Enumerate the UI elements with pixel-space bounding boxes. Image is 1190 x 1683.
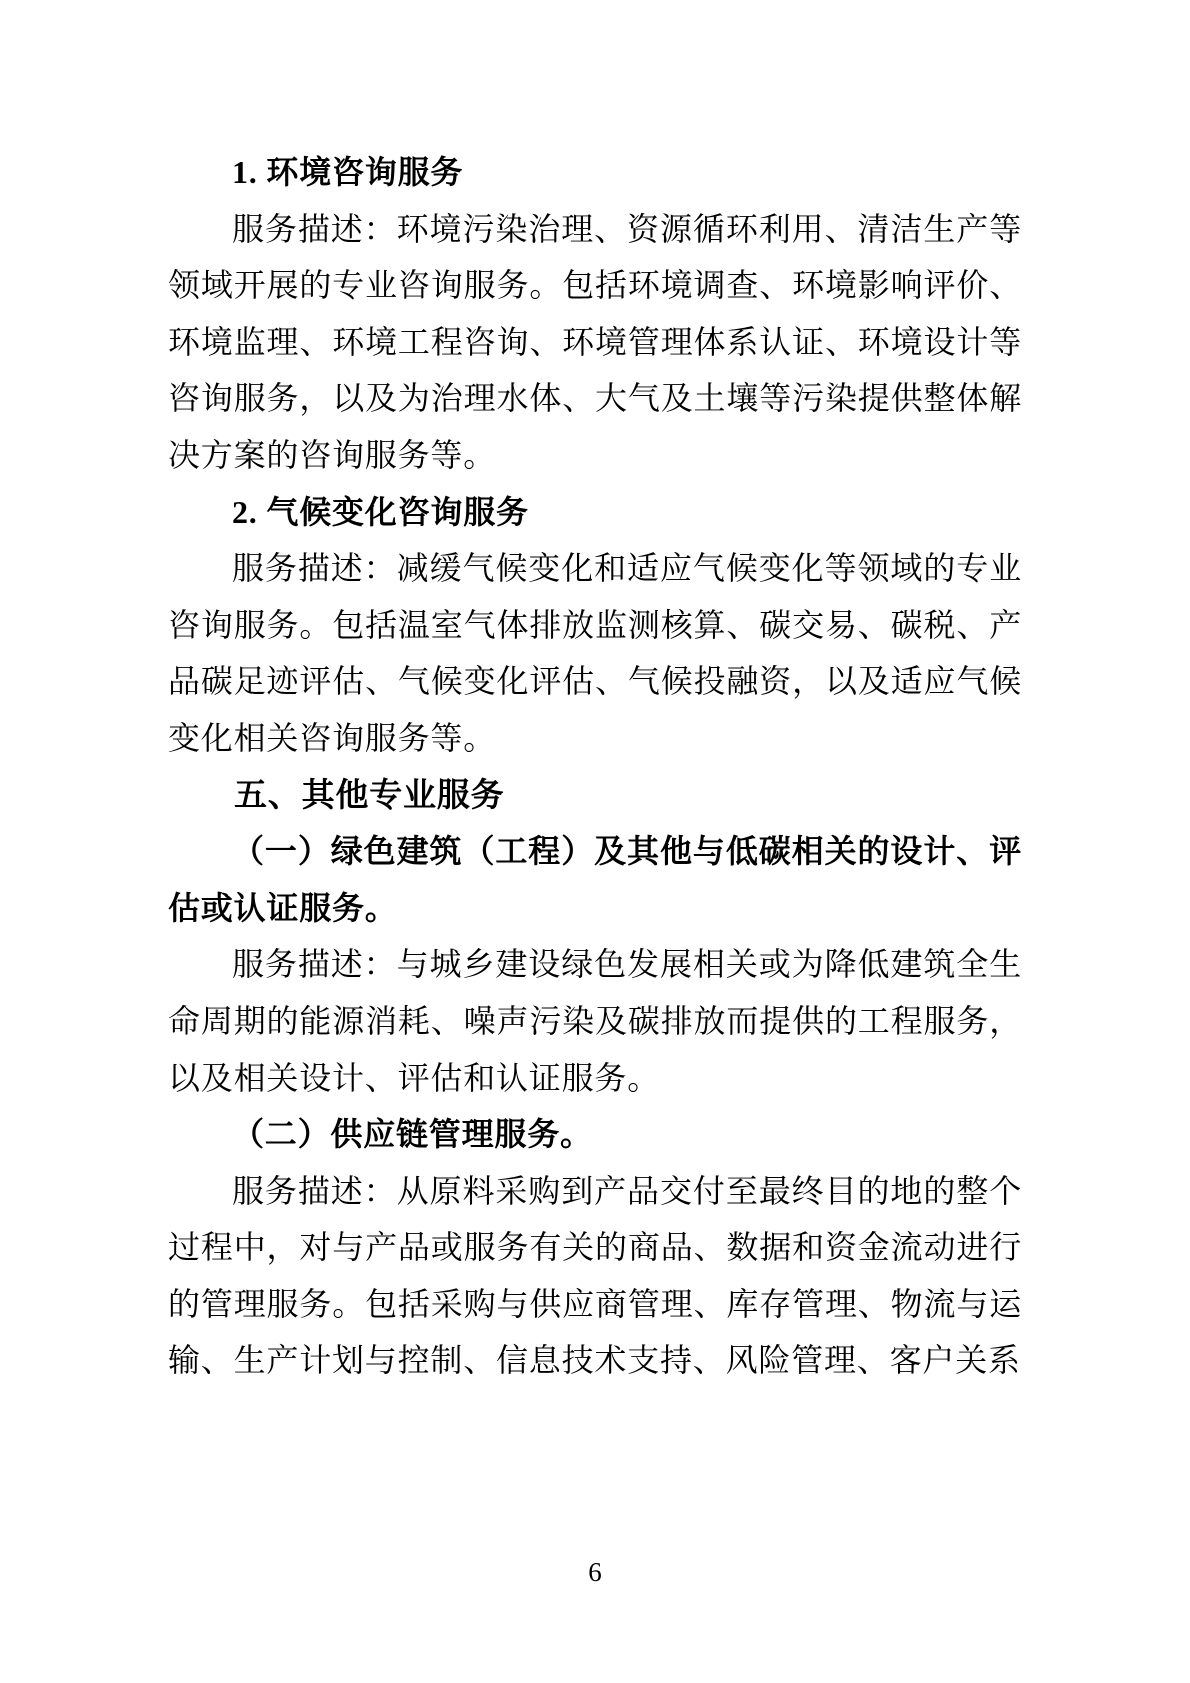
paragraph-climate-change-consulting: 服务描述：减缓气候变化和适应气候变化等领域的专业咨询服务。包括温室气体排放监测核算、碳交易、碳税、产品碳足迹评估、气候变化评估、气候投融资，以及适应气候变化相关咨询服务等。 — [168, 550, 1022, 756]
heading-climate-change-consulting: 2. 气候变化咨询服务 — [232, 493, 529, 530]
heading-section-five-other-professional-services: 五、其他专业服务 — [234, 775, 505, 813]
heading-green-building-design-assessment-certification: （一）绿色建筑（工程）及其他与低碳相关的设计、评估或认证服务。 — [168, 833, 1022, 926]
document-body — [168, 144, 1022, 1389]
heading-supply-chain-management-services: （二）供应链管理服务。 — [232, 1116, 593, 1153]
paragraph-environment-consulting: 服务描述：环境污染治理、资源循环利用、清洁生产等领域开展的专业咨询服务。包括环境调查、环境影响评价、环境监理、环境工程咨询、环境管理体系认证、环境设计等咨询服务，以及为治理水体、大气及土壤等污染提供整体解决方案的咨询服务等。 — [168, 210, 1022, 473]
page-number: 6 — [588, 1557, 602, 1587]
paragraph-green-building-services: 服务描述：与城乡建设绿色发展相关或为降低建筑全生命周期的能源消耗、噪声污染及碳排放而提供的工程服务，以及相关设计、评估和认证服务。 — [168, 946, 1022, 1096]
heading-environment-consulting: 1. 环境咨询服务 — [232, 154, 464, 190]
paragraph-supply-chain-management-services: 服务描述：从原料采购到产品交付至最终目的地的整个过程中，对与产品或服务有关的商品、数据和资金流动进行的管理服务。包括采购与供应商管理、库存管理、物流与运输、生产计划与控制、信息技术支持、风险管理、客户关系 — [168, 1172, 1022, 1379]
